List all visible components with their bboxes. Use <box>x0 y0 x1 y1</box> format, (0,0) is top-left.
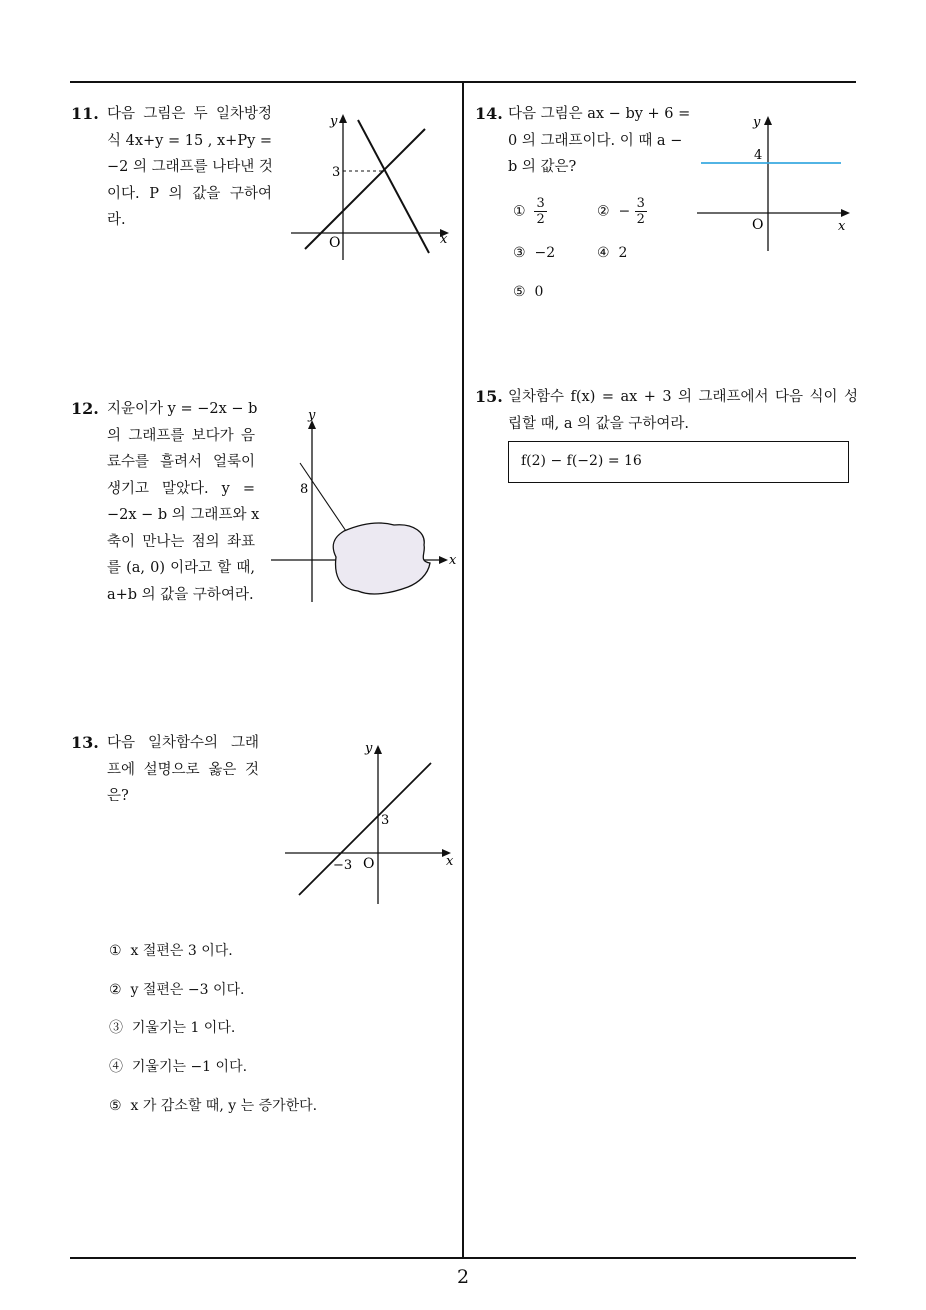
numerator: 3 <box>536 196 545 211</box>
text-line: 이다. P 의 값을 구하여 <box>107 185 272 202</box>
question-11-text <box>107 101 272 234</box>
y-axis-arrow <box>339 114 347 123</box>
choice-text: 기울기는 −1 이다. <box>131 1059 248 1075</box>
text-line: 축이 만나는 점의 좌표 <box>107 533 255 550</box>
question-number-12: 12. <box>71 399 99 418</box>
text-line: 립할 때, a 의 값을 구하여라. <box>508 415 689 432</box>
text-line: 일차함수 f(x) = ax + 3 의 그래프에서 다음 식이 성 <box>508 389 858 405</box>
y-tick-label: 4 <box>754 148 763 163</box>
graph-line-x-py--2 <box>305 129 425 249</box>
choice-mark: ③ <box>513 245 526 261</box>
choice-mark: ④ <box>109 1059 123 1075</box>
choice-text: −2 <box>534 245 556 261</box>
question-12-graph <box>268 405 463 607</box>
text-line: 를 (a, 0) 이라고 할 때, <box>107 560 255 576</box>
question-number-13: 13. <box>71 733 99 752</box>
question-14-graph <box>693 110 859 256</box>
choice-text: 2 <box>618 245 628 261</box>
origin-label: O <box>752 217 764 233</box>
text-line: 의 그래프를 보다가 음 <box>107 427 255 444</box>
x-axis-arrow <box>841 209 850 217</box>
choice-mark: ② <box>597 203 610 220</box>
y-axis-label: y <box>330 114 338 129</box>
text-line: 은? <box>107 788 129 804</box>
x-tick-label: −3 <box>333 858 353 873</box>
text-line: 생기고 말았다. y = <box>107 480 255 497</box>
choice-mark: ① <box>513 203 526 220</box>
choice-text: x 절편은 3 이다. <box>130 943 233 959</box>
y-axis-label: y <box>365 741 373 756</box>
column-divider <box>462 82 464 1259</box>
choice-mark: ① <box>109 943 122 959</box>
choice-mark: ④ <box>597 245 610 261</box>
origin-label: O <box>363 856 375 872</box>
question-15-text <box>508 384 858 437</box>
numerator: 3 <box>636 196 645 211</box>
text-line: 0 의 그래프이다. 이 때 a − <box>508 132 683 149</box>
y-tick-label: 3 <box>332 165 341 180</box>
choice-text: 기울기는 1 이다. <box>131 1020 236 1036</box>
question-14-text <box>508 101 691 181</box>
q13-choice-3[interactable] <box>109 1017 235 1037</box>
stain-blot <box>333 523 430 594</box>
question-13-text <box>107 730 259 810</box>
q13-choice-5[interactable] <box>109 1095 317 1115</box>
x-axis-label: x <box>838 219 846 234</box>
y-axis-label: y <box>308 408 316 423</box>
q14-choice-3[interactable] <box>513 245 555 261</box>
x-axis-label: x <box>449 553 457 568</box>
q14-choice-2[interactable] <box>597 196 647 227</box>
y-tick-label: 8 <box>300 482 309 497</box>
denominator: 2 <box>636 212 645 227</box>
choice-mark: ② <box>109 982 122 998</box>
text-line: 료수를 흘려서 얼룩이 <box>107 454 255 470</box>
choice-mark: ⑤ <box>109 1098 122 1114</box>
minus-sign: − <box>618 203 631 220</box>
y-axis-arrow <box>764 116 772 125</box>
denominator: 2 <box>536 212 545 227</box>
bottom-rule <box>70 1257 856 1259</box>
x-axis-label: x <box>440 232 448 247</box>
y-axis-arrow <box>374 745 382 754</box>
q13-choice-4[interactable] <box>109 1056 247 1076</box>
q14-choice-1[interactable] <box>513 196 547 227</box>
question-number-15: 15. <box>475 387 503 406</box>
fraction <box>534 196 546 227</box>
text-line: −2 의 그래프를 나타낸 것 <box>107 159 273 175</box>
page-number: 2 <box>456 1266 470 1288</box>
text-line: a+b 의 값을 구하여라. <box>107 586 254 603</box>
q13-choice-2[interactable] <box>109 979 244 999</box>
y-tick-label: 3 <box>381 813 390 828</box>
question-12-text <box>107 396 260 608</box>
text-line: 라. <box>107 212 126 228</box>
text-line: b 의 값은? <box>508 159 577 175</box>
choice-text: y 절편은 −3 이다. <box>130 982 245 998</box>
choice-text: x 가 감소할 때, y 는 증가한다. <box>130 1098 318 1114</box>
question-number-14: 14. <box>475 104 503 123</box>
x-axis-label: x <box>446 854 454 869</box>
text-line: 프에 설명으로 옳은 것 <box>107 761 259 778</box>
q13-choice-1[interactable] <box>109 940 233 960</box>
x-axis-arrow <box>439 556 448 564</box>
origin-label: O <box>329 235 341 251</box>
graph-line <box>300 463 348 534</box>
choice-mark: ⑤ <box>513 284 526 300</box>
q14-choice-4[interactable] <box>597 245 627 261</box>
question-13-graph <box>283 738 458 910</box>
q14-choice-5[interactable] <box>513 284 543 300</box>
condition-equation: f(2) − f(−2) = 16 <box>521 453 642 469</box>
choice-text: 0 <box>534 284 544 300</box>
fraction <box>635 196 647 227</box>
condition-box <box>508 441 849 483</box>
text-line: −2x − b 의 그래프와 x <box>107 507 260 523</box>
text-line: 다음 일차함수의 그래 <box>107 735 259 751</box>
graph-line <box>299 763 431 895</box>
text-line: 다음 그림은 ax − by + 6 = <box>508 106 691 122</box>
choice-mark: ③ <box>109 1020 123 1036</box>
text-line: 지윤이가 y = −2x − b <box>107 401 258 417</box>
y-axis-label: y <box>753 115 761 130</box>
question-11-graph <box>285 105 455 265</box>
text-line: 식 4x+y = 15 , x+Py = <box>107 132 273 149</box>
text-line: 다음 그림은 두 일차방정 <box>107 106 272 122</box>
question-number-11: 11. <box>71 104 99 123</box>
